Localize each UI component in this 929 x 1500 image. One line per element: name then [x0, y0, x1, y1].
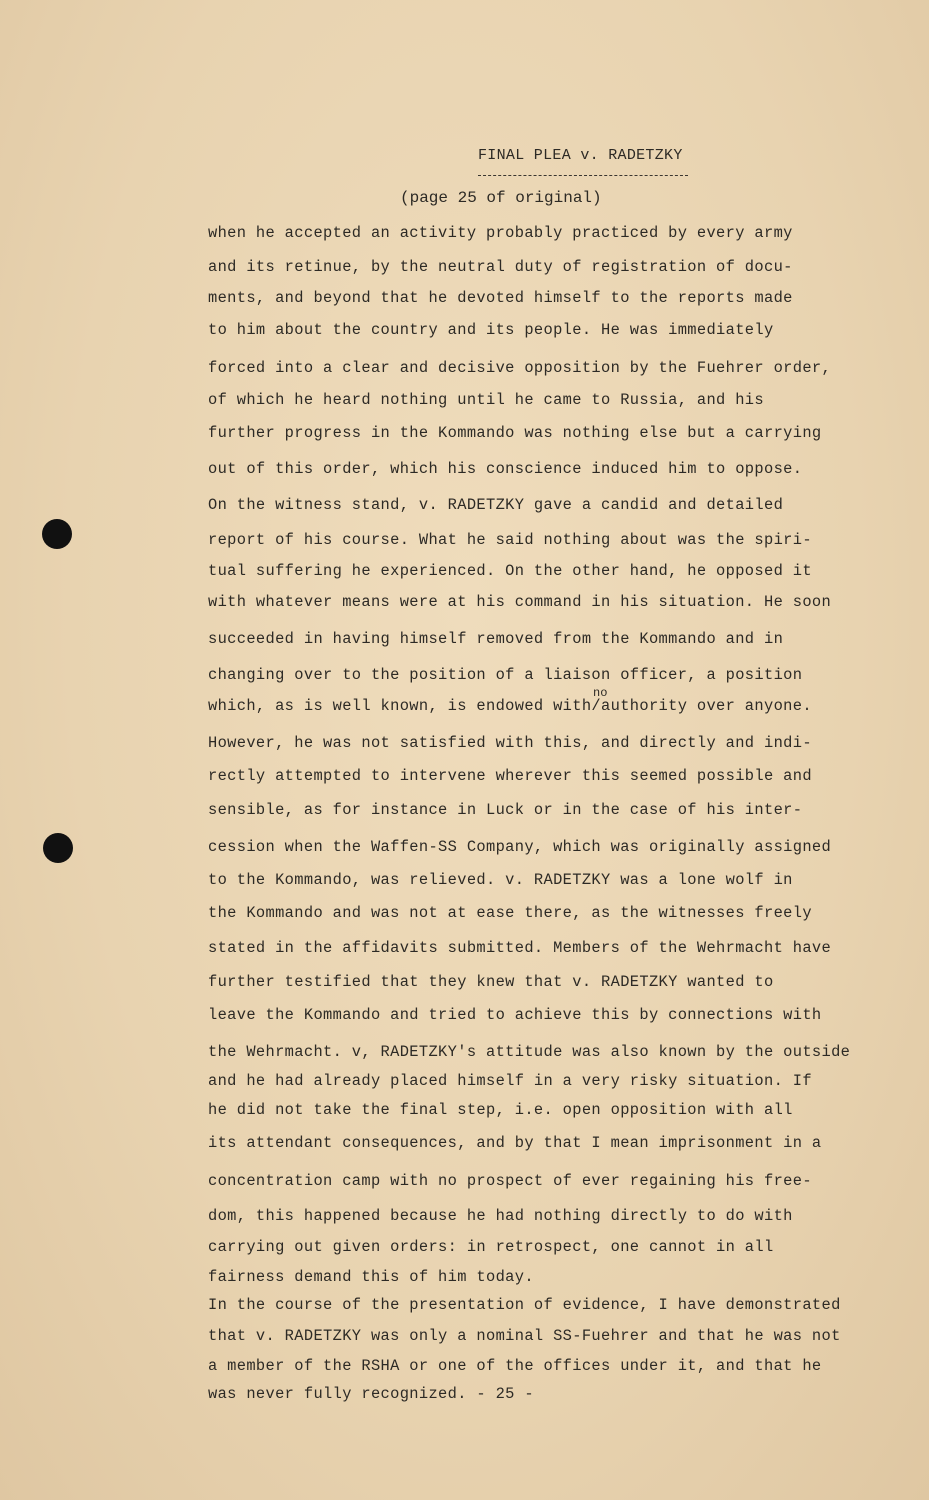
text-line: changing over to the position of a liaison officer, a position — [208, 666, 803, 684]
text-line: and its retinue, by the neutral duty of registration of docu- — [208, 258, 793, 276]
text-line: concentration camp with no prospect of ever regaining his free- — [208, 1172, 812, 1190]
punch-hole — [42, 519, 72, 549]
text-line: that v. RADETZKY was only a nominal SS-Fuehrer and that he was not — [208, 1327, 841, 1345]
text-line: tual suffering he experienced. On the other hand, he opposed it — [208, 562, 812, 580]
text-line: However, he was not satisfied with this, and directly and indi- — [208, 734, 812, 752]
text-line: and he had already placed himself in a very risky situation. If — [208, 1072, 812, 1090]
text-line: dom, this happened because he had nothing directly to do with — [208, 1207, 793, 1225]
text-line: forced into a clear and decisive opposition by the Fuehrer order, — [208, 359, 832, 377]
text-line: he did not take the final step, i.e. open opposition with all — [208, 1101, 793, 1119]
punch-hole — [43, 833, 73, 863]
text-line: further testified that they knew that v. RADETZKY wanted to — [208, 973, 774, 991]
text-line: out of this order, which his conscience induced him to oppose. — [208, 460, 803, 478]
text-line: was never fully recognized. - 25 - — [208, 1385, 534, 1403]
text-line: which, as is well known, is endowed with/authority over anyone. — [208, 697, 812, 715]
text-line: report of his course. What he said nothing about was the spiri- — [208, 531, 812, 549]
text-line: stated in the affidavits submitted. Members of the Wehrmacht have — [208, 939, 832, 957]
text-line: to him about the country and its people. He was immediately — [208, 321, 774, 339]
text-line: to the Kommando, was relieved. v. RADETZKY was a lone wolf in — [208, 871, 793, 889]
text-line: On the witness stand, v. RADETZKY gave a candid and detailed — [208, 496, 784, 514]
page-reference: (page 25 of original) — [400, 189, 602, 207]
text-line: its attendant consequences, and by that I mean imprisonment in a — [208, 1134, 822, 1152]
text-line: ments, and beyond that he devoted himself to the reports made — [208, 289, 793, 307]
text-line: the Kommando and was not at ease there, as the witnesses freely — [208, 904, 812, 922]
text-line: cession when the Waffen-SS Company, which was originally assigned — [208, 838, 832, 856]
text-line: further progress in the Kommando was nothing else but a carrying — [208, 424, 822, 442]
title-underline — [478, 175, 688, 176]
text-line: fairness demand this of him today. — [208, 1268, 534, 1286]
text-line: leave the Kommando and tried to achieve this by connections with — [208, 1006, 822, 1024]
text-line: In the course of the presentation of evidence, I have demonstrated — [208, 1296, 841, 1314]
text-line: a member of the RSHA or one of the offices under it, and that he — [208, 1357, 822, 1375]
text-line: the Wehrmacht. v, RADETZKY's attitude was also known by the outside — [208, 1043, 851, 1061]
text-line: rectly attempted to intervene wherever this seemed possible and — [208, 767, 812, 785]
document-title: FINAL PLEA v. RADETZKY — [478, 147, 683, 164]
text-line: with whatever means were at his command in his situation. He soon — [208, 593, 832, 611]
text-line: sensible, as for instance in Luck or in the case of his inter- — [208, 801, 803, 819]
text-line: of which he heard nothing until he came to Russia, and his — [208, 391, 764, 409]
text-line: succeeded in having himself removed from the Kommando and in — [208, 630, 784, 648]
text-line: when he accepted an activity probably practiced by every army — [208, 224, 793, 242]
text-line: carrying out given orders: in retrospect, one cannot in all — [208, 1238, 774, 1256]
handwritten-insert: no — [593, 686, 608, 700]
